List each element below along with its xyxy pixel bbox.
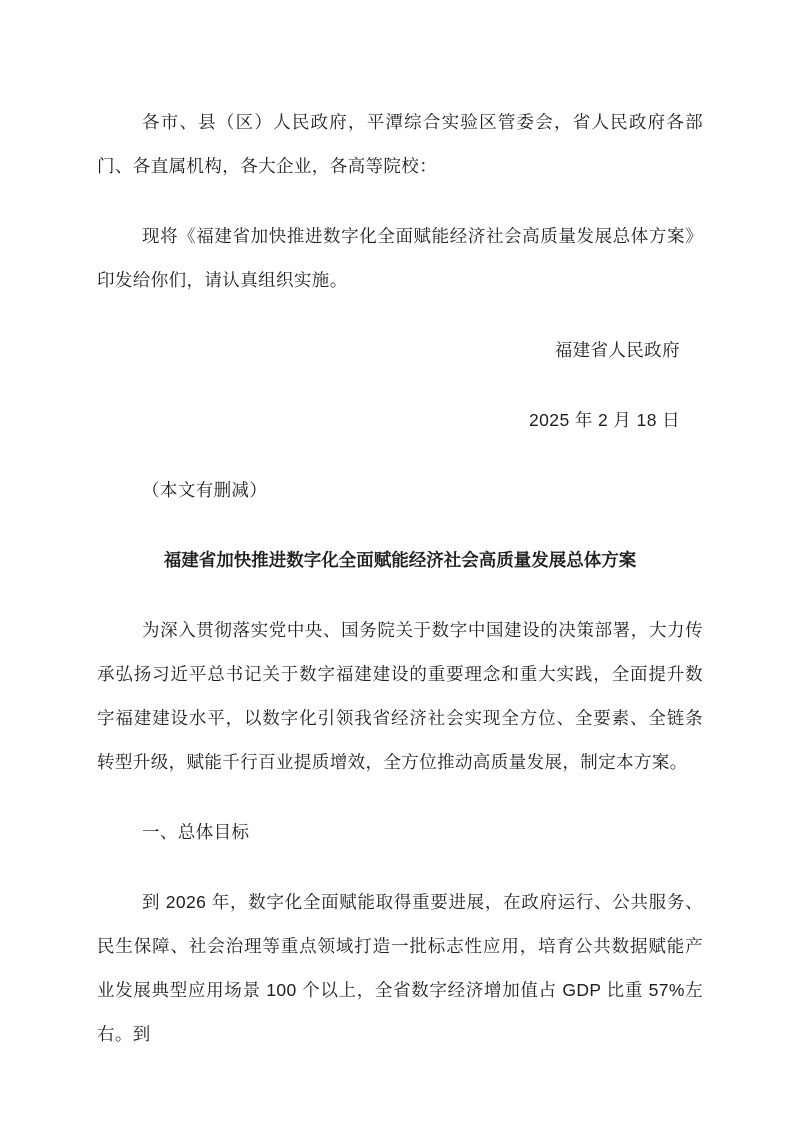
section-body-paragraph: 到 2026 年，数字化全面赋能取得重要进展，在政府运行、公共服务、民生保障、社会治理等重点领域打造一批标志性应用，培育公共数据赋能产业发展典型应用场景 100 个以上，全省数字经济增加值占 GDP 比重 57%左右。到 xyxy=(97,892,703,1044)
salutation-paragraph: 各市、县（区）人民政府，平潭综合实验区管委会，省人民政府各部门、各直属机构，各大企业，各高等院校： xyxy=(97,112,703,176)
preamble-paragraph: 为深入贯彻落实党中央、国务院关于数字中国建设的决策部署，大力传承弘扬习近平总书记关于数字福建建设的重要理念和重大实践，全面提升数字福建建设水平，以数字化引领我省经济社会实现全方位、全要素、全链条转型升级，赋能千行百业提质增效，全方位推动高质量发展，制定本方案。 xyxy=(97,620,703,772)
signature-line: 福建省人民政府 xyxy=(554,340,680,360)
redaction-note: （本文有删减） xyxy=(142,480,268,500)
issuance-paragraph: 现将《福建省加快推进数字化全面赋能经济社会高质量发展总体方案》印发给你们，请认真组织实施。 xyxy=(97,226,703,290)
plan-title: 福建省加快推进数字化全面赋能经济社会高质量发展总体方案 xyxy=(163,550,637,570)
section-heading: 一、总体目标 xyxy=(142,822,250,842)
date-line: 2025 年 2 月 18 日 xyxy=(529,410,680,430)
